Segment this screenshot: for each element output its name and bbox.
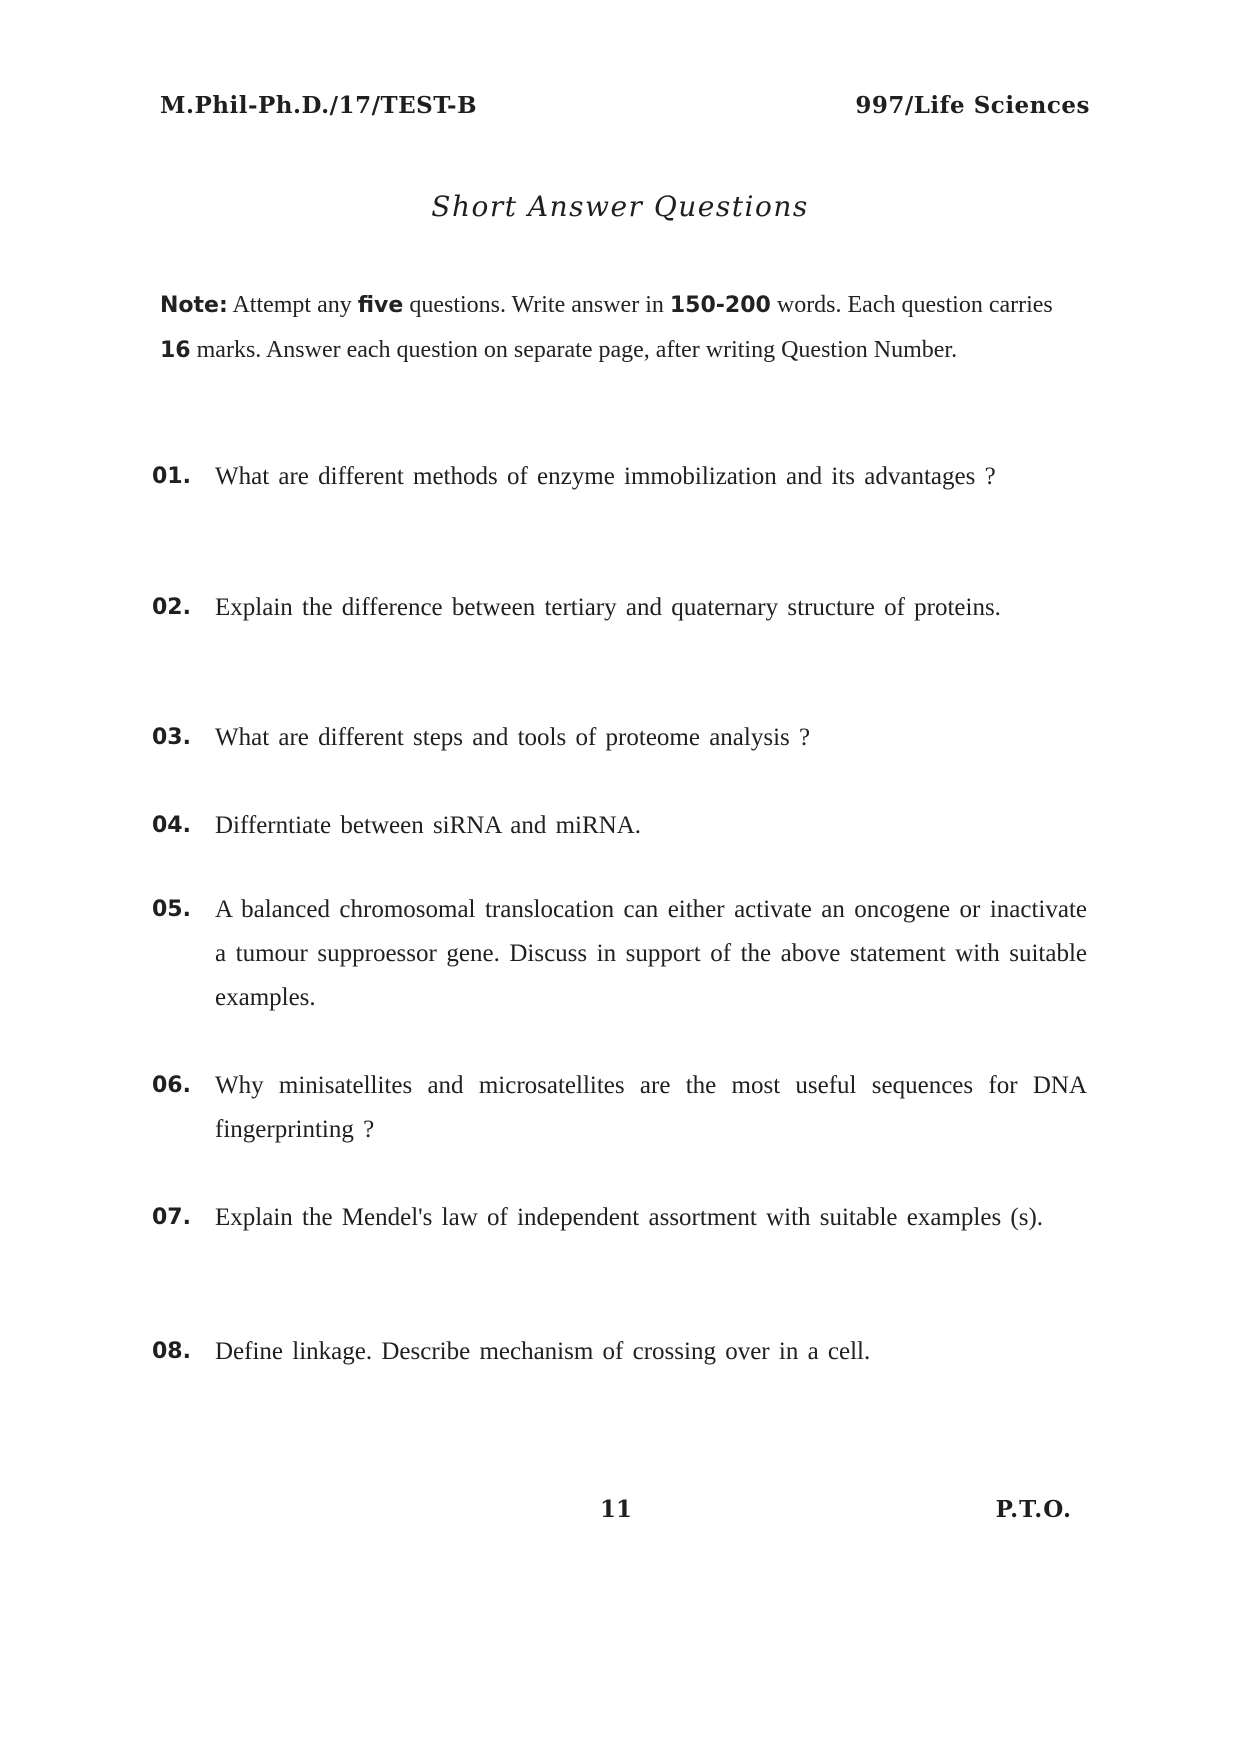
question-text: A balanced chromosomal translocation can either activate an oncogene or inactivate a tumour supproessor gene. Discuss in support of the above statement with suitable examples. [215, 896, 1087, 1011]
note-bold-marks: 16 [160, 338, 191, 363]
section-title: Short Answer Questions [431, 190, 809, 223]
page-number: 11 [600, 1496, 633, 1523]
question-text: Explain the difference between tertiary and quaternary structure of proteins. [215, 594, 1001, 621]
question-text: What are different methods of enzyme immobilization and its advantages ? [215, 463, 996, 490]
note-text-1: Attempt any [227, 292, 358, 318]
pto-label: P.T.O. [995, 1496, 1072, 1523]
note-text-3: words. Each question carries [770, 292, 1053, 318]
paper-code: M.Phil-Ph.D./17/TEST-B [160, 92, 478, 119]
question-text: Define linkage. Describe mechanism of crossing over in a cell. [215, 1338, 871, 1365]
question-number: 02. [152, 595, 191, 620]
question-number: 08. [152, 1339, 191, 1364]
question-number: 04. [152, 813, 191, 838]
question-item [152, 804, 1087, 848]
note-bold-word-count: 150-200 [669, 293, 771, 318]
note-bold-five: five [357, 293, 404, 318]
question-number: 07. [152, 1205, 191, 1230]
question-item [152, 1196, 1087, 1240]
question-item [152, 716, 1087, 760]
question-item [152, 455, 1087, 499]
instructions-note [160, 283, 1085, 373]
question-text: Why minisatellites and microsatellites are the most useful sequences for DNA fingerprinting ? [215, 1072, 1087, 1143]
question-item [152, 1330, 1087, 1374]
note-label: Note: [160, 293, 228, 318]
question-number: 03. [152, 725, 191, 750]
question-number: 06. [152, 1073, 191, 1098]
question-number: 01. [152, 464, 191, 489]
question-text: Explain the Mendel's law of independent assortment with suitable examples (s). [215, 1204, 1044, 1231]
question-text: What are different steps and tools of proteome analysis ? [215, 724, 811, 751]
note-text-4: marks. Answer each question on separate page, after writing Question Number. [190, 337, 958, 363]
question-item [152, 888, 1087, 1020]
question-text: Differntiate between siRNA and miRNA. [215, 812, 642, 839]
subject-code: 997/Life Sciences [855, 92, 1090, 119]
question-number: 05. [152, 897, 191, 922]
question-item [152, 586, 1087, 630]
question-item [152, 1064, 1087, 1152]
note-text-2: questions. Write answer in [403, 292, 670, 318]
